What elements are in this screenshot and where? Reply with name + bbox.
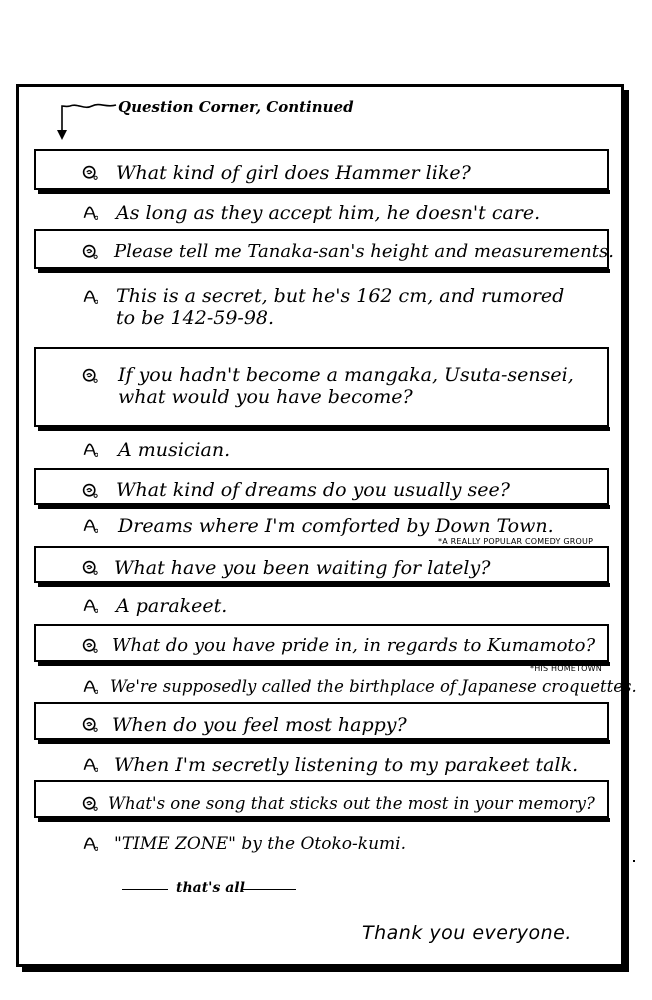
question-text: What have you been waiting for lately?: [114, 557, 491, 579]
question-box-shadow: [38, 583, 610, 587]
question-text: What do you have pride in, in regards to Kumamoto?: [112, 635, 596, 656]
footnote: *HIS HOMETOWN: [530, 664, 602, 673]
question-box-shadow: [38, 427, 610, 431]
answer-text: We're supposedly called the birthplace of Japanese croquettes.: [110, 677, 637, 696]
question-box-shadow: [38, 662, 610, 666]
q-badge-icon: [82, 638, 98, 654]
divider-right: [242, 889, 296, 890]
question-box-shadow: [38, 740, 610, 744]
divider-left: [122, 889, 168, 890]
answer-text: Dreams where I'm comforted by Down Town.: [118, 515, 554, 537]
question-text: When do you feel most happy?: [112, 714, 407, 736]
a-badge-icon: [82, 679, 98, 695]
answer-text: A musician.: [118, 439, 231, 461]
answer-text: to be 142-59-98.: [116, 307, 275, 329]
question-text: What kind of dreams do you usually see?: [116, 479, 510, 501]
closing-text: that's all: [176, 880, 245, 896]
question-text: what would you have become?: [118, 386, 413, 408]
frame-shadow-right: [624, 90, 629, 970]
question-box-shadow: [38, 818, 610, 822]
q-badge-icon: [82, 244, 98, 260]
question-box-shadow: [38, 505, 610, 509]
answer-text: When I'm secretly listening to my parakeet talk.: [114, 754, 579, 776]
a-badge-icon: [82, 289, 98, 305]
page-title: Question Corner, Continued: [118, 98, 354, 116]
q-badge-icon: [82, 796, 98, 812]
frame-shadow-bottom: [22, 967, 629, 972]
curved-arrow-icon: [56, 100, 118, 142]
q-badge-icon: [82, 165, 98, 181]
answer-text: "TIME ZONE" by the Otoko-kumi.: [114, 834, 406, 854]
q-badge-icon: [82, 560, 98, 576]
a-badge-icon: [82, 757, 98, 773]
a-badge-icon: [82, 598, 98, 614]
answer-text: A parakeet.: [116, 595, 228, 617]
footnote: *A REALLY POPULAR COMEDY GROUP: [438, 537, 594, 546]
question-text: What kind of girl does Hammer like?: [116, 162, 471, 184]
question-text: If you hadn't become a mangaka, Usuta-sensei,: [118, 364, 574, 386]
answer-text: As long as they accept him, he doesn't care.: [116, 202, 541, 224]
q-badge-icon: [82, 717, 98, 733]
q-badge-icon: [82, 483, 98, 499]
question-box-shadow: [38, 269, 610, 273]
a-badge-icon: [82, 205, 98, 221]
q-badge-icon: [82, 368, 98, 384]
question-text: What's one song that sticks out the most in your memory?: [108, 794, 595, 813]
a-badge-icon: [82, 518, 98, 534]
question-text: Please tell me Tanaka-san's height and measurements.: [114, 241, 614, 262]
a-badge-icon: [82, 442, 98, 458]
ink-dot: [633, 860, 635, 862]
answer-text: This is a secret, but he's 162 cm, and rumored: [116, 285, 565, 307]
question-box-shadow: [38, 190, 610, 194]
a-badge-icon: [82, 836, 98, 852]
thanks-text: Thank you everyone.: [362, 922, 572, 944]
